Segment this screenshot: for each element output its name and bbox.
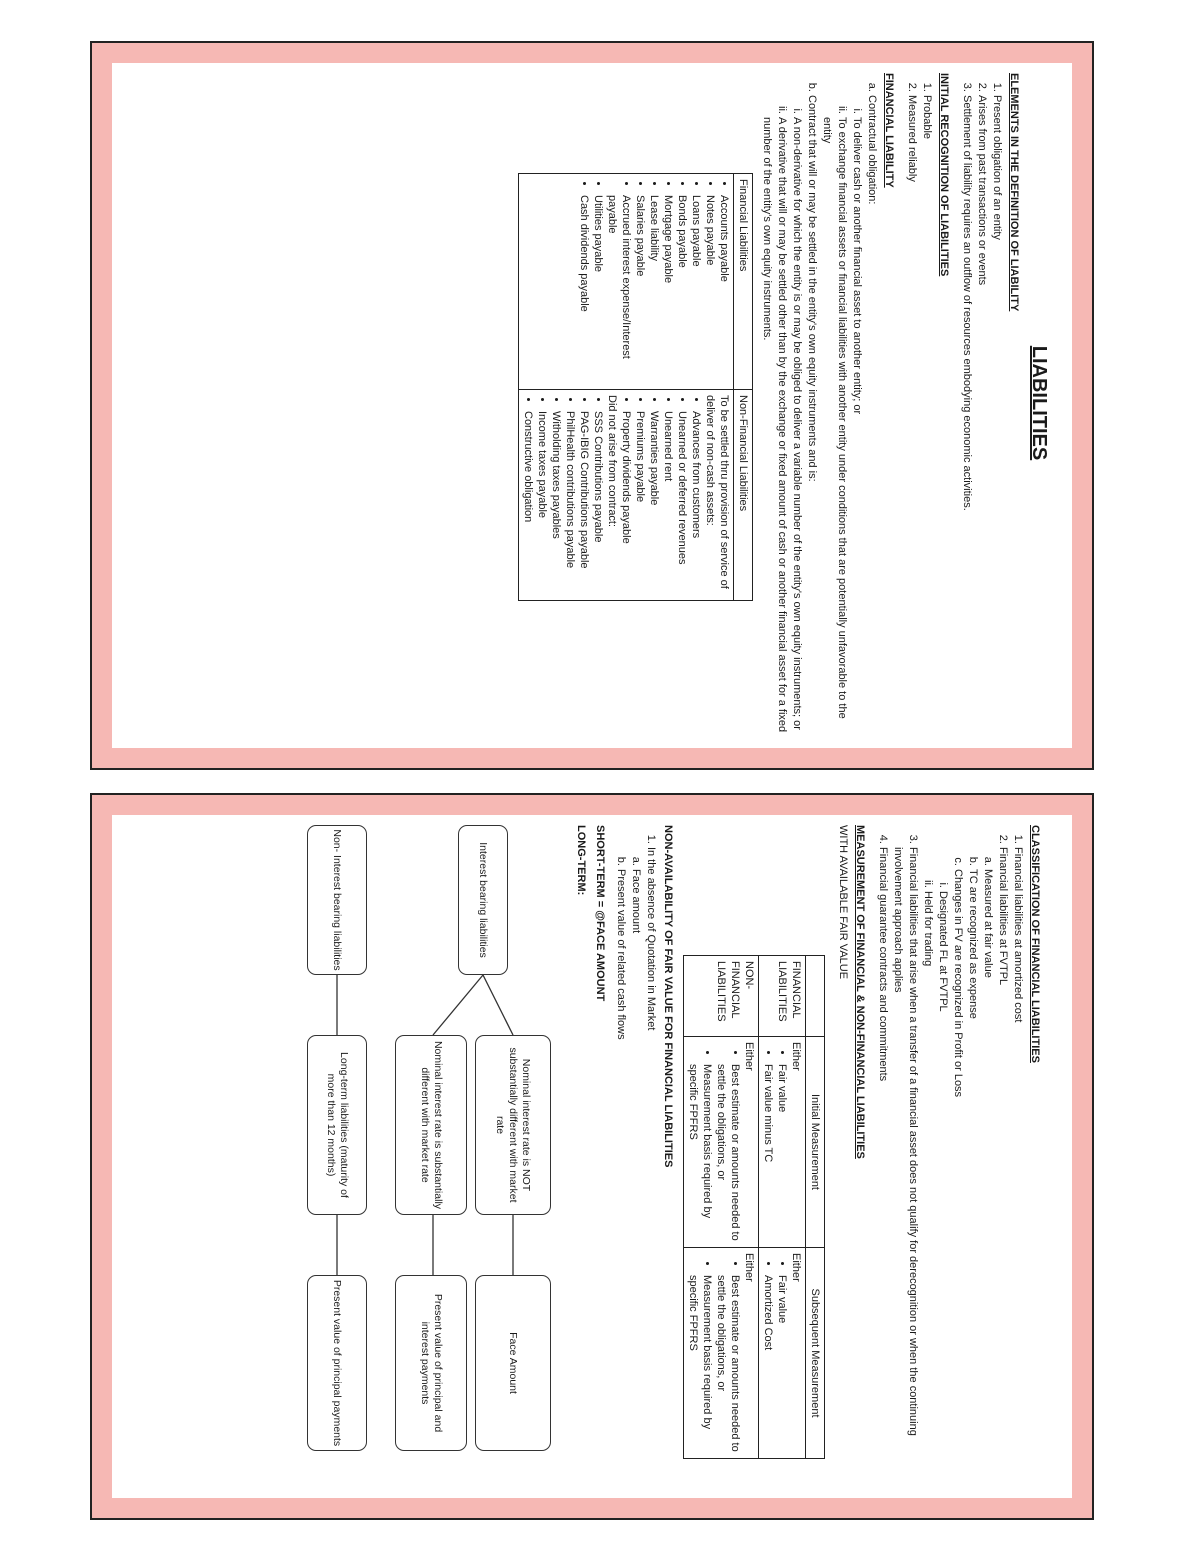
list-item: • Measurement basis required by specific FPFRS [686, 1064, 714, 1242]
list-item: • Advances from customers [689, 411, 703, 595]
table-cell [684, 1248, 759, 1459]
connector [483, 975, 513, 1035]
list-item: • Amortized Cost [761, 1275, 775, 1453]
sub-list [920, 847, 995, 1485]
either-label: Either [743, 1253, 755, 1282]
financial-liability-heading: FINANCIAL LIABILITY [883, 73, 895, 188]
pv-principal-interest-node: Present value of principal and interest payments [395, 1275, 467, 1451]
list-item: • Property dividends payable [619, 411, 633, 595]
list-item: • Warranties payable [647, 411, 661, 595]
table-row [684, 956, 759, 1459]
list-item: • Accounts payable [717, 195, 731, 384]
list-item: • Bonds payable [675, 195, 689, 384]
classification-list [875, 825, 1025, 1485]
list-item: • Unearned rent [661, 411, 675, 595]
equity-contract-label: Contract that will or may be settled in the entity's own equity instruments and is: [806, 95, 818, 482]
either-label: Either [743, 1042, 755, 1071]
interest-bearing-node: Interest bearing liabilities [458, 825, 508, 975]
col-header-initial: Initial Measurement [806, 1037, 825, 1248]
financial-cell [519, 174, 734, 390]
list-item: • Unearned or deferred revenues [675, 411, 689, 595]
sub-list [759, 95, 804, 733]
fvtpl-label: Financial liabilities at FVTPL [997, 847, 1009, 986]
list-item [613, 847, 658, 1485]
cell-list [686, 1042, 742, 1242]
non-financial-intro-2: Did not arise from contract: [606, 395, 618, 528]
pv-principal-node: Present value of principal payments [307, 1275, 367, 1451]
cell-list [686, 1253, 742, 1453]
financial-liability-list [759, 73, 879, 733]
list-item: • Constructive obligation [521, 411, 535, 595]
list-item: 2. Arises from past transactions or events [974, 95, 989, 733]
list-item: • PhilHealth contributions payable [563, 411, 577, 595]
list-item: • Cash dividends payable [577, 195, 591, 384]
non-financial-cell [519, 390, 734, 601]
non-financial-intro: To be settled thru provision of service of deliver of non-cash assets: [704, 395, 730, 589]
sub-list [819, 95, 864, 733]
contractual-obligation-label: Contractual obligation: [866, 95, 878, 205]
measurement-table [683, 955, 825, 1459]
non-availability-list [613, 825, 658, 1485]
table-cell [684, 1037, 759, 1248]
measurement-subheading: WITH AVAILABLE FAIR VALUE [837, 825, 849, 980]
list-item: b. Present value of related cash flows [613, 869, 628, 1485]
list-item: • SSS Contributions payable [591, 411, 605, 595]
cell-list [761, 1042, 789, 1242]
long-term-diagram [293, 825, 563, 1465]
col-header-non-financial: Non-Financial Liabilities [734, 390, 753, 601]
non-availability-heading: NON-AVAILABILITY OF FAIR VALUE FOR FINANCIAL LIABILITIES [662, 825, 674, 1168]
fv-changes-label: Changes in FV are recognized in Profit or Loss [952, 869, 964, 1098]
non-financial-contract-list [521, 395, 605, 595]
list-item: • Mortgage payable [661, 195, 675, 384]
non-interest-bearing-node: Non- Interest bearing liabilities [307, 825, 367, 975]
list-item [920, 869, 965, 1485]
table-header-row [734, 174, 753, 601]
list-item: • PAG-IBIG Contributions payable [577, 411, 591, 595]
long-term-label: LONG-TERM: [575, 825, 587, 896]
table-cell [759, 1037, 806, 1248]
empty-header [806, 956, 825, 1037]
list-item: • Loans payable [689, 195, 703, 384]
either-label: Either [790, 1042, 802, 1071]
list-item: i. Designated FL at FVTPL [935, 891, 950, 1485]
short-term-label: SHORT-TERM = @FACE AMOUNT [594, 825, 606, 1002]
elements-heading: ELEMENTS IN THE DEFINITION OF LIABILITY [1008, 73, 1020, 312]
list-item: • Lease liability [647, 195, 661, 384]
list-item: b. TC are recognized as expense [965, 869, 980, 1485]
col-header-subsequent: Subsequent Measurement [806, 1248, 825, 1459]
elements-list [959, 73, 1004, 733]
sub-list [613, 847, 643, 1485]
list-item: • Income taxes payable [535, 411, 549, 595]
list-item: • Measurement basis required by specific FPFRS [686, 1275, 714, 1453]
list-item: 1. Probable [919, 95, 934, 733]
list-item: • Fair value [775, 1275, 789, 1453]
list-item: • Notes payable [703, 195, 717, 384]
table-row [519, 174, 734, 601]
absence-label: In the absence of Quotation in Market [645, 847, 657, 1031]
substantially-different-node: Nominal interest rate is substantially different with market rate [395, 1035, 467, 1215]
rotated-content [170, 73, 1050, 733]
face-amount-node: Face Amount [475, 1275, 551, 1451]
list-item: • Witholding taxes payables [549, 411, 563, 595]
cell-list [761, 1253, 789, 1453]
financial-list [577, 179, 731, 384]
measurement-heading: MEASUREMENT OF FINANCIAL & NON-FINANCIAL LIABILITIES [854, 825, 866, 1159]
table-header-row [806, 956, 825, 1459]
rotated-content [170, 825, 1050, 1485]
list-item: ii. A derivative that will or may be settled other than by the exchange or fixed amount of cash or another financial asset for a fixed number of the entity's own equity instruments. [759, 117, 789, 733]
list-item: 2. Measured reliably [904, 95, 919, 733]
non-financial-service-list [619, 395, 703, 595]
list-item: i. To deliver cash or another financial asset to another entity; or [849, 117, 864, 733]
either-label: Either [790, 1253, 802, 1282]
long-term-liabilities-node: Long-term liabilities (maturity of more than 12 months) [307, 1035, 367, 1215]
list-item: • Utilities payable [591, 195, 605, 384]
sub-sub-list [920, 869, 950, 1485]
list-item [759, 95, 819, 733]
row-label: FINANCIAL LIABILITIES [759, 956, 806, 1037]
not-substantially-different-node: Nominal interest rate is NOT substantially different with market rate [475, 1035, 551, 1215]
page-financial-liabilities [90, 793, 1094, 1520]
page-title: LIABILITIES [1028, 345, 1050, 461]
page-content-area [112, 63, 1072, 748]
connector [433, 975, 483, 1035]
list-item: i. A non-derivative for which the entity is or may be obliged to deliver a variable number of the entity's own equity instruments; or [789, 117, 804, 733]
list-item: • Salaries payable [633, 195, 647, 384]
list-item: • Fair value [775, 1064, 789, 1242]
list-item: • Premiums payable [633, 411, 647, 595]
list-item: 1. Financial liabilities at amortized cost [1010, 847, 1025, 1485]
list-item [920, 847, 1010, 1485]
table-row [759, 956, 806, 1459]
list-item: ii. To exchange financial assets or financial liabilities with another entity under conditions that are potentially unfavorable to the entity [819, 117, 849, 733]
table-cell [759, 1248, 806, 1459]
list-item: • Best estimate or amounts needed to settle the obligations, or [714, 1064, 742, 1242]
list-item: 3. Settlement of liability requires an outflow of resources embodying economic activities. [959, 95, 974, 733]
list-item: a. Measured at fair value [980, 869, 995, 1485]
list-item: 1. Present obligation of an entity [989, 95, 1004, 733]
row-label: NON-FINANCIAL LIABILITIES [684, 956, 759, 1037]
list-item: 3. Financial liabilities that arise when a transfer of a financial asset does not qualify for derecognition or when the continuing involvement approach applies [890, 847, 920, 1485]
list-item: • Accrued interest expense/Interest payable [605, 195, 633, 384]
liabilities-table [518, 173, 753, 601]
list-item: • Fair value minus TC [761, 1064, 775, 1242]
list-item: ii. Held for trading [920, 891, 935, 1485]
initial-recognition-heading: INITIAL RECOGNITION OF LIABILITIES [938, 73, 950, 277]
list-item: • Best estimate or amounts needed to settle the obligations, or [714, 1275, 742, 1453]
list-item [819, 95, 879, 733]
page-content-area [112, 815, 1072, 1498]
list-item: a. Face amount [628, 869, 643, 1485]
initial-recognition-list [904, 73, 934, 733]
col-header-financial: Financial Liabilities [734, 174, 753, 390]
list-item: 4. Financial guarantee contracts and commitments [875, 847, 890, 1485]
page-liabilities [90, 41, 1094, 770]
classification-heading: CLASSIFICATION OF FINANCIAL LIABILITIES [1029, 825, 1041, 1063]
